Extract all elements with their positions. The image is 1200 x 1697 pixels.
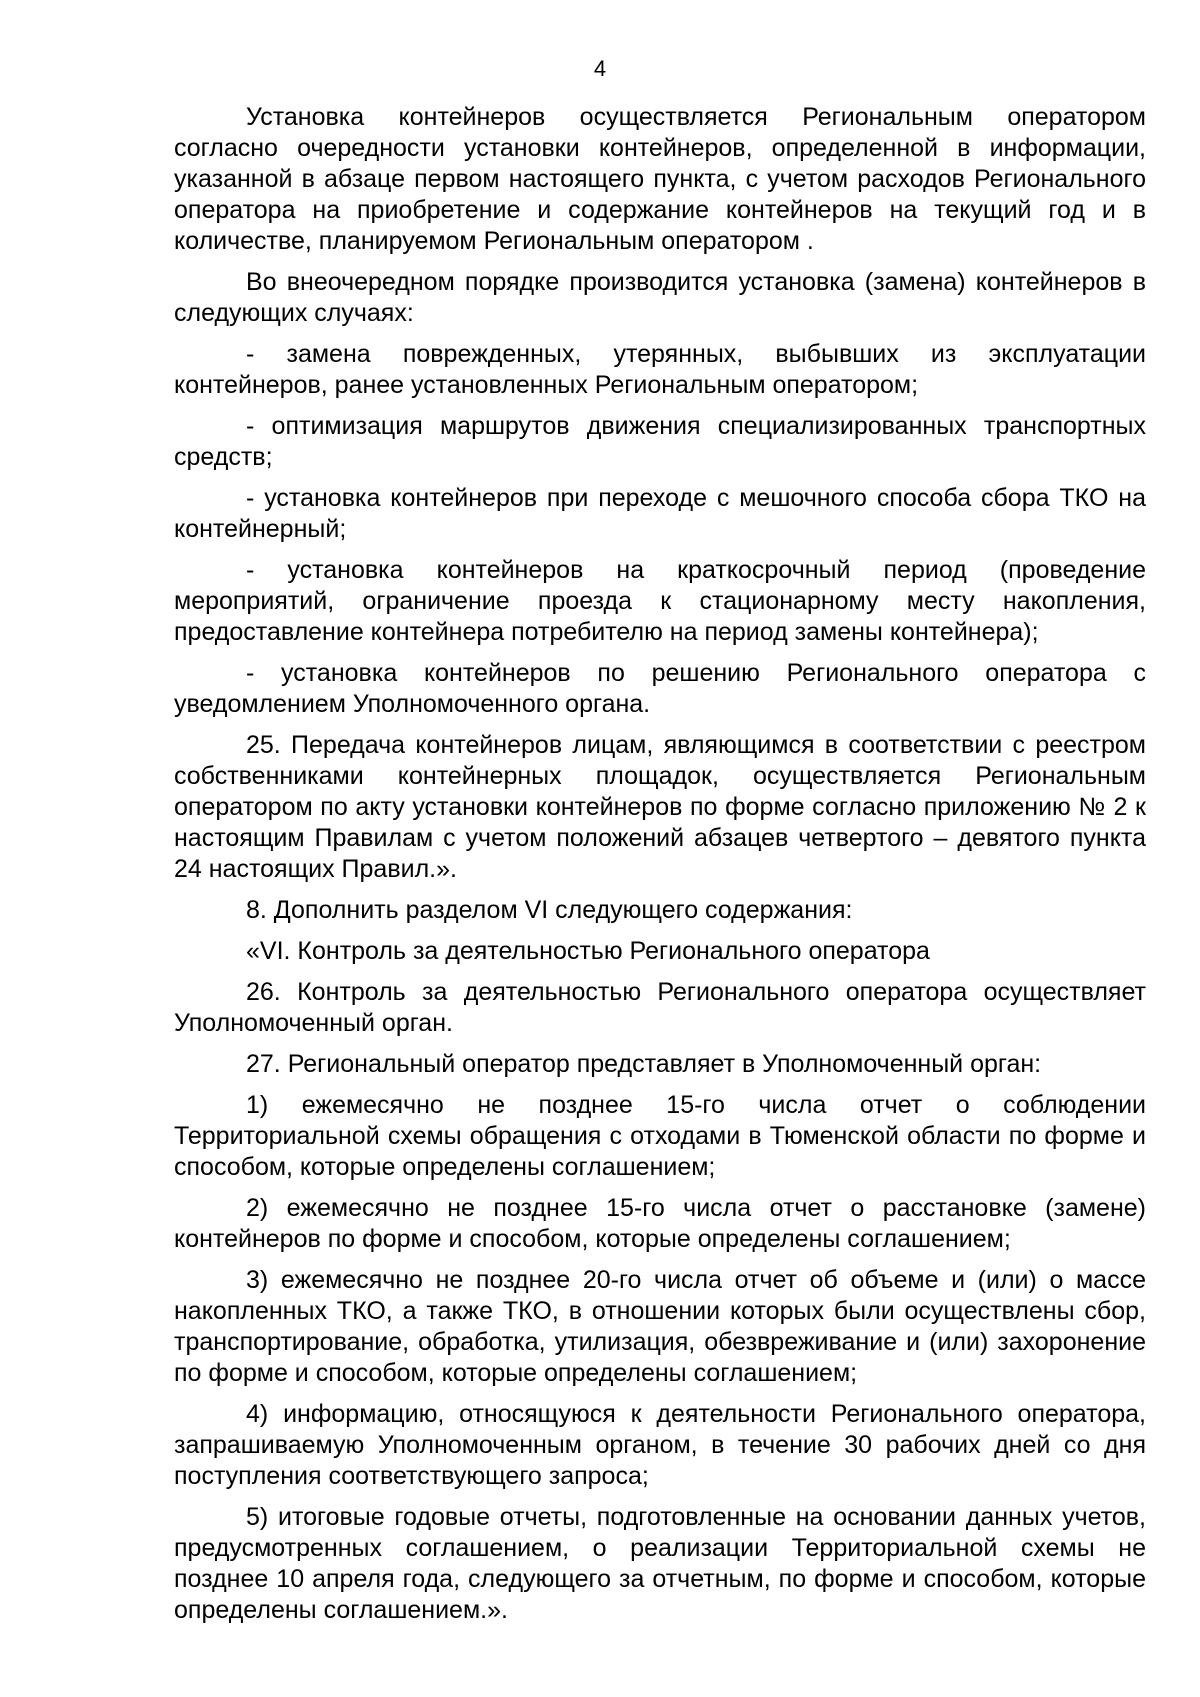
list-item-27-4: 4) информацию, относящуюся к деятельности Регионального оператора, запрашиваемую Уполномоченным органом, в течение 30 рабочих дней со дня поступления соответствующего запроса; — [174, 1400, 1146, 1490]
list-item-27-1: 1) ежемесячно не позднее 15-го числа отчет о соблюдении Территориальной схемы обращения с отходами в Тюменской области по форме и способом, которые определены соглашением; — [174, 1091, 1146, 1181]
paragraph-item-25: 25. Передача контейнеров лицам, являющимся в соответствии с реестром собственниками контейнерных площадок, осуществляется Региональным оператором по акту установки контейнеров по форме согласно приложению № 2 к настоящим Правилам с учетом положений абзацев четвертого – девятого пункта 24 настоящих Правил.». — [174, 731, 1146, 883]
list-item-operator-decision: - установка контейнеров по решению Регионального оператора с уведомлением Уполномоченного органа. — [174, 659, 1146, 718]
paragraph-item-27: 27. Региональный оператор представляет в Уполномоченный орган: — [246, 1050, 1042, 1078]
list-item-27-3: 3) ежемесячно не позднее 20-го числа отчет об объеме и (или) о массе накопленных ТКО, а также ТКО, в отношении которых были осуществлены сбор, транспортирование, обработка, утилизация, обезвреживание и (или) захоронение по форме и способом, которые определены соглашением; — [174, 1266, 1146, 1387]
paragraph-item-8: 8. Дополнить разделом VI следующего содержания: — [246, 896, 853, 924]
paragraph-installation-order: Установка контейнеров осуществляется Региональным оператором согласно очередности установки контейнеров, определенной в информации, указанной в абзаце первом настоящего пункта, с учетом расходов Регионального оператора на приобретение и содержание контейнеров на текущий год и в количестве, планируемом Региональным оператором . — [174, 103, 1146, 255]
list-item-27-5: 5) итоговые годовые отчеты, подготовленные на основании данных учетов, предусмотренных соглашением, о реализации Территориальной схемы не позднее 10 апреля года, следующего за отчетным, по форме и способом, которые определены соглашением.». — [174, 1503, 1146, 1624]
section-heading-vi: «VI. Контроль за деятельностью Регионального оператора — [246, 937, 930, 965]
document-body — [174, 102, 1146, 1636]
paragraph-item-26: 26. Контроль за деятельностью Регионального оператора осуществляет Уполномоченный орган. — [174, 978, 1146, 1037]
list-item-replacement: - замена поврежденных, утерянных, выбывших из эксплуатации контейнеров, ранее установленных Региональным оператором; — [174, 340, 1146, 399]
list-item-short-term: - установка контейнеров на краткосрочный период (проведение мероприятий, ограничение проезда к стационарному месту накопления, предоставление контейнера потребителю на период замены контейнера); — [174, 556, 1146, 646]
list-item-route-optimization: - оптимизация маршрутов движения специализированных транспортных средств; — [174, 412, 1146, 471]
list-item-bag-to-container: - установка контейнеров при переходе с мешочного способа сбора ТКО на контейнерный; — [174, 484, 1146, 543]
page-number: 4 — [593, 56, 607, 81]
paragraph-extraordinary-installation: Во внеочередном порядке производится установка (замена) контейнеров в следующих случаях: — [174, 268, 1146, 327]
list-item-27-2: 2) ежемесячно не позднее 15-го числа отчет о расстановке (замене) контейнеров по форме и способом, которые определены соглашением; — [174, 1194, 1146, 1253]
